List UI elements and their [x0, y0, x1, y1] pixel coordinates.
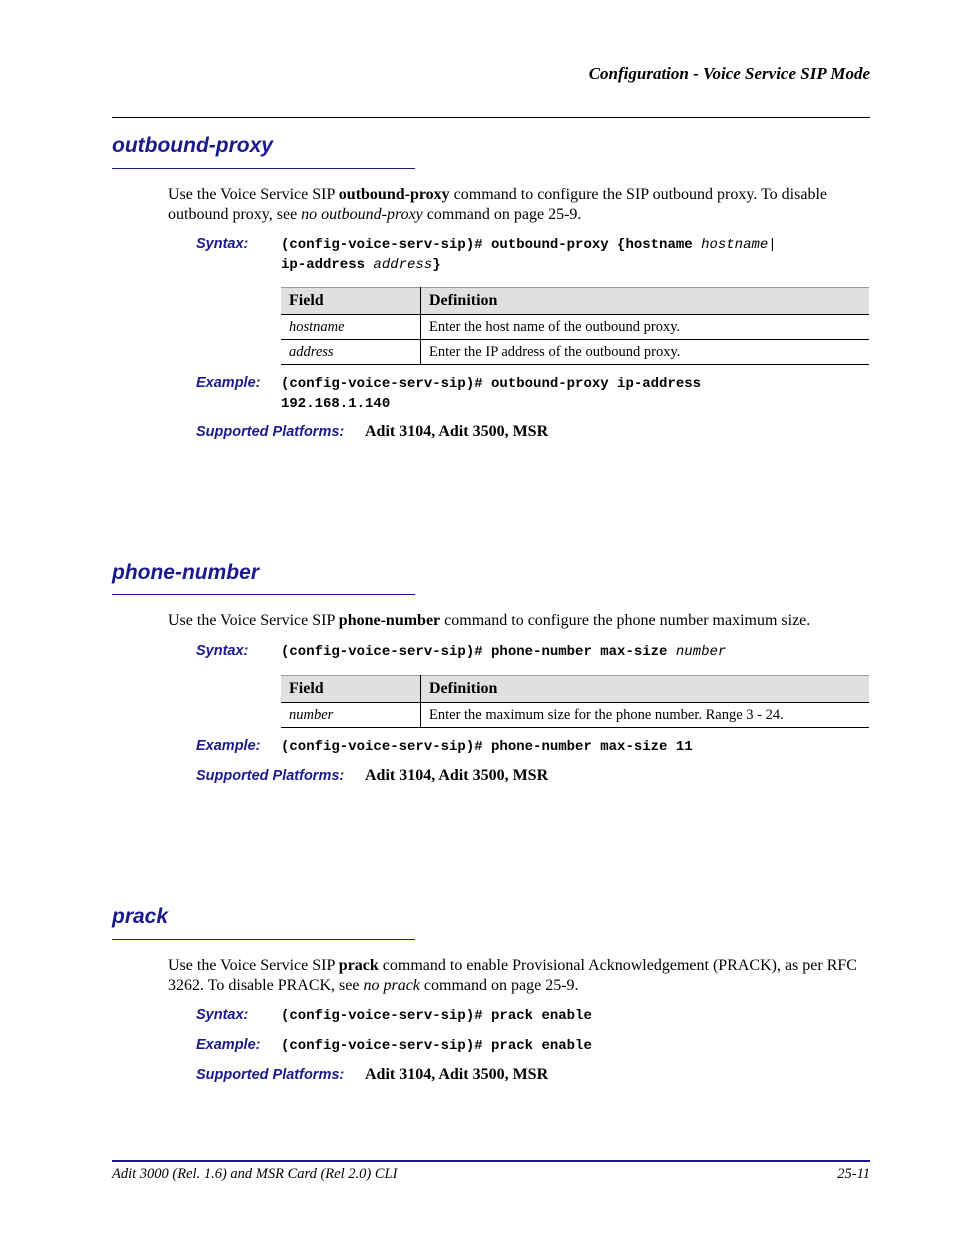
desc-command: phone-number: [338, 612, 441, 629]
syntax-code: (config-voice-serv-sip)# prack enable: [281, 1008, 592, 1024]
section-description: [168, 185, 873, 225]
section-title-phone-number: phone-number: [112, 561, 259, 584]
example-code: (config-voice-serv-sip)# prack enable: [281, 1038, 592, 1054]
syntax-code: [281, 643, 871, 663]
desc-text: Use the Voice Service SIP: [168, 612, 339, 629]
table-header-field: Field: [281, 288, 421, 315]
table-header-row: [281, 676, 869, 703]
section-title-rule: [112, 594, 415, 595]
section-title-outbound-proxy: outbound-proxy: [112, 134, 273, 157]
table-header-row: [281, 288, 869, 315]
code-text: 192.168.1.140: [281, 395, 391, 412]
code-text: ip-address: [281, 256, 374, 273]
example-label: Example:: [196, 375, 261, 391]
section-title-prack: prack: [112, 905, 169, 928]
syntax-code: [281, 236, 871, 275]
table-cell-definition: Enter the IP address of the outbound proxy.: [421, 340, 870, 365]
footer-page-number: 25-11: [837, 1166, 870, 1182]
desc-text: command to configure the SIP outbound proxy. To disable outbound proxy, see: [168, 186, 827, 223]
desc-text: command to enable Provisional Acknowledgement (PRACK), as per RFC 3262. To disable PRACK, see: [168, 957, 857, 994]
syntax-label: Syntax:: [196, 643, 249, 659]
definition-table: [281, 675, 869, 728]
table-cell-definition: Enter the maximum size for the phone number. Range 3 - 24.: [421, 703, 870, 728]
section-description: [168, 956, 873, 996]
desc-command: outbound-proxy: [338, 186, 450, 203]
section-title-rule: [112, 939, 415, 940]
example-code: [281, 375, 871, 414]
code-argument: hostname: [701, 237, 769, 253]
syntax-label: Syntax:: [196, 236, 249, 252]
table-row: [281, 340, 869, 365]
code-argument: address: [373, 256, 433, 273]
desc-cross-reference: no outbound-proxy: [301, 206, 423, 223]
code-text: }: [432, 256, 441, 273]
desc-cross-reference: no prack: [363, 977, 420, 994]
code-separator: |: [768, 237, 777, 253]
example-label: Example:: [196, 738, 261, 754]
code-argument: number: [675, 644, 727, 660]
table-cell-definition: Enter the host name of the outbound proxy.: [421, 315, 870, 340]
desc-text: command to configure the phone number maximum size.: [440, 612, 811, 629]
example-code: (config-voice-serv-sip)# phone-number max-size 11: [281, 739, 693, 755]
running-header: Configuration - Voice Service SIP Mode: [588, 64, 870, 83]
desc-text: Use the Voice Service SIP: [168, 186, 339, 203]
desc-text: command on page 25-9.: [419, 977, 579, 994]
platforms-value: Adit 3104, Adit 3500, MSR: [365, 767, 549, 784]
platforms-value: Adit 3104, Adit 3500, MSR: [365, 1066, 549, 1083]
section-description: [168, 611, 873, 631]
footer-document-title: Adit 3000 (Rel. 1.6) and MSR Card (Rel 2.0) CLI: [112, 1166, 398, 1182]
table-cell-field: address: [281, 340, 421, 365]
platforms-label: Supported Platforms:: [196, 768, 345, 784]
table-cell-field: number: [281, 703, 421, 728]
definition-table: [281, 287, 869, 365]
syntax-label: Syntax:: [196, 1007, 249, 1023]
table-cell-field: hostname: [281, 315, 421, 340]
desc-command: prack: [338, 957, 379, 974]
code-text: (config-voice-serv-sip)# outbound-proxy {hostname: [281, 237, 702, 253]
platforms-value: Adit 3104, Adit 3500, MSR: [365, 423, 549, 440]
platforms-label: Supported Platforms:: [196, 424, 345, 440]
header-rule: [112, 117, 870, 118]
table-header-definition: Definition: [421, 288, 870, 315]
code-text: (config-voice-serv-sip)# outbound-proxy ip-address: [281, 376, 702, 392]
table-header-field: Field: [281, 676, 421, 703]
section-title-rule: [112, 168, 415, 169]
footer-rule: [112, 1160, 870, 1162]
table-row: [281, 315, 869, 340]
platforms-label: Supported Platforms:: [196, 1067, 345, 1083]
table-row: [281, 703, 869, 728]
code-text: (config-voice-serv-sip)# phone-number max-size: [281, 644, 676, 660]
table-header-definition: Definition: [421, 676, 870, 703]
example-label: Example:: [196, 1037, 261, 1053]
desc-text: command on page 25-9.: [422, 206, 582, 223]
desc-text: Use the Voice Service SIP: [168, 957, 339, 974]
